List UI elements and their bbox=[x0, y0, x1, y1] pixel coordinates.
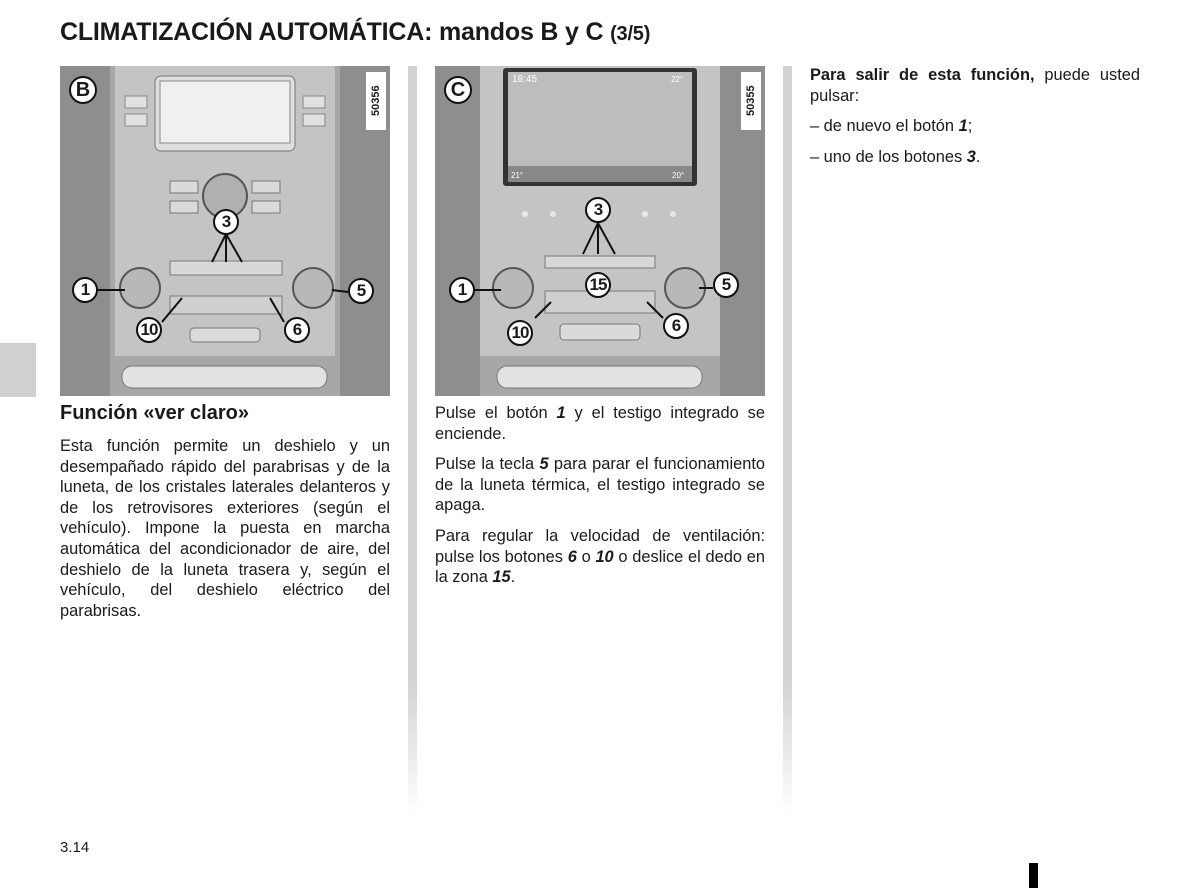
section-heading-ver-claro: Función «ver claro» bbox=[60, 402, 249, 424]
column-divider-right bbox=[783, 66, 792, 816]
list-item: – uno de los botones 3. bbox=[810, 147, 981, 166]
callout-c-10: 10 bbox=[507, 320, 533, 346]
list-item: – de nuevo el botón 1; bbox=[810, 117, 973, 136]
section3-body bbox=[810, 65, 1140, 177]
callout-c-1: 1 bbox=[449, 277, 475, 303]
figure-c-drawing bbox=[435, 66, 765, 396]
section2-p3: Para regular la velocidad de ventilación: pulse los botones 6 o 10 o deslice el dedo en la zona 15. bbox=[435, 526, 765, 587]
page-title bbox=[60, 18, 650, 47]
figure-b-label: B bbox=[69, 76, 97, 104]
callout-c-15: 15 bbox=[585, 272, 611, 298]
section2-body bbox=[435, 403, 765, 598]
callout-b-3: 3 bbox=[213, 209, 239, 235]
callout-c-6: 6 bbox=[663, 313, 689, 339]
title-text: CLIMATIZACIÓN AUTOMÁTICA: mandos B y C bbox=[60, 18, 604, 46]
callout-b-6: 6 bbox=[284, 317, 310, 343]
column-divider-left bbox=[408, 66, 417, 816]
callout-b-10: 10 bbox=[136, 317, 162, 343]
figure-c-dashboard-photo bbox=[435, 66, 765, 396]
callout-b-5: 5 bbox=[348, 278, 374, 304]
screen-temp-left: 21° bbox=[511, 171, 524, 180]
section2-p2: Pulse la tecla 5 para parar el funcionamiento de la luneta térmica, el testigo integrado se apaga. bbox=[435, 455, 765, 515]
section1-paragraph: Esta función permite un deshielo y un desempañado rápido del parabrisas y de la luneta, de los cristales laterales delanteros y de los retrovisores exteriores (según el vehículo). Impone la puesta en marcha automática del acondicionador de aire, del deshielo de la luneta trasera y, según el vehículo, del deshielo eléctrico del parabrisas. bbox=[60, 437, 390, 620]
section3-intro: Para salir de esta función, puede usted pulsar: bbox=[810, 66, 1140, 105]
page-number: 3.14 bbox=[60, 839, 90, 856]
callout-c-3: 3 bbox=[585, 197, 611, 223]
chapter-side-tab bbox=[0, 343, 36, 397]
figure-c-code: 50355 bbox=[741, 72, 761, 130]
screen-temp-top: 22° bbox=[671, 75, 684, 84]
screen-time: 18:45 bbox=[512, 74, 538, 85]
section2-p1: Pulse el botón 1 y el testigo integrado se enciende. bbox=[435, 404, 765, 443]
section1-body bbox=[60, 436, 390, 631]
callout-b-1: 1 bbox=[72, 277, 98, 303]
figure-b-dashboard-photo bbox=[60, 66, 390, 396]
figure-c-label: C bbox=[444, 76, 472, 104]
title-page-marker: (3/5) bbox=[610, 23, 651, 45]
section3-list bbox=[810, 116, 1140, 167]
figure-b-code: 50356 bbox=[366, 72, 386, 130]
screen-temp-right: 20° bbox=[672, 171, 685, 180]
page-edge-marker bbox=[1029, 863, 1038, 888]
callout-c-5: 5 bbox=[713, 272, 739, 298]
